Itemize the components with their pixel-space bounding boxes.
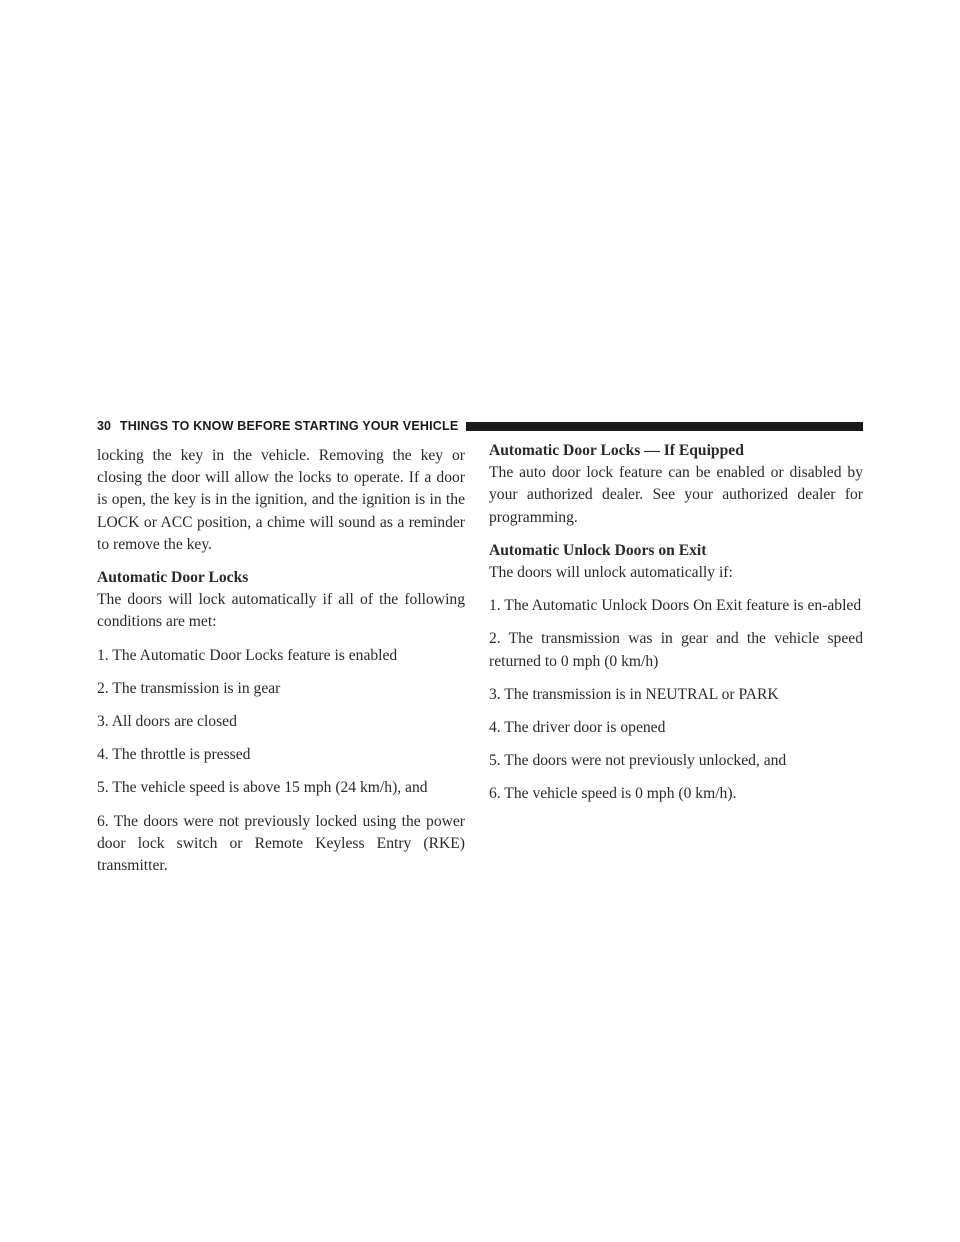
section-lead: The doors will lock automatically if all of the following conditions are met:: [97, 591, 465, 631]
list-item: 5. The vehicle speed is above 15 mph (24 km/h), and: [97, 779, 428, 797]
list-item: 1. The Automatic Unlock Doors On Exit feature is en-abled: [489, 597, 862, 615]
section-title: THINGS TO KNOW BEFORE STARTING YOUR VEHICLE: [119, 419, 459, 433]
list-item: 4. The throttle is pressed: [97, 746, 251, 764]
list-item: 6. The vehicle speed is 0 mph (0 km/h).: [489, 785, 737, 803]
heading-automatic-door-locks: Automatic Door Locks: [97, 569, 249, 587]
section-body: The auto door lock feature can be enabled or disabled by your authorized dealer. See your authorized dealer for programming.: [489, 464, 863, 526]
page-number: 30: [97, 419, 111, 433]
page-header: [97, 416, 863, 436]
list-item: 2. The transmission was in gear and the vehicle speed returned to 0 mph (0 km/h): [489, 630, 863, 670]
list-item: 2. The transmission is in gear: [97, 679, 281, 697]
right-column: [489, 442, 863, 817]
list-item: 3. The transmission is in NEUTRAL or PARK: [489, 685, 779, 703]
header-rule: [466, 422, 863, 431]
list-item: 4. The driver door is opened: [489, 719, 666, 737]
heading-automatic-door-locks-if-equipped: Automatic Door Locks — If Equipped: [489, 442, 744, 459]
list-item: 5. The doors were not previously unlocked, and: [489, 752, 787, 770]
intro-paragraph: locking the key in the vehicle. Removing the key or closing the door will allow the locks to operate. If a door is open, the key is in the ignition, and the ignition is in the LOCK or ACC position, a chime will sound as a reminder to remove the key.: [97, 447, 465, 553]
heading-automatic-unlock-doors-on-exit: Automatic Unlock Doors on Exit: [489, 541, 707, 559]
left-column: [97, 445, 465, 888]
section-lead: The doors will unlock automatically if:: [489, 564, 733, 582]
list-item: 3. All doors are closed: [97, 713, 237, 731]
list-item: 1. The Automatic Door Locks feature is enabled: [97, 646, 398, 664]
list-item: 6. The doors were not previously locked using the power door lock switch or Remote Keyless Entry (RKE) transmitter.: [97, 812, 465, 875]
